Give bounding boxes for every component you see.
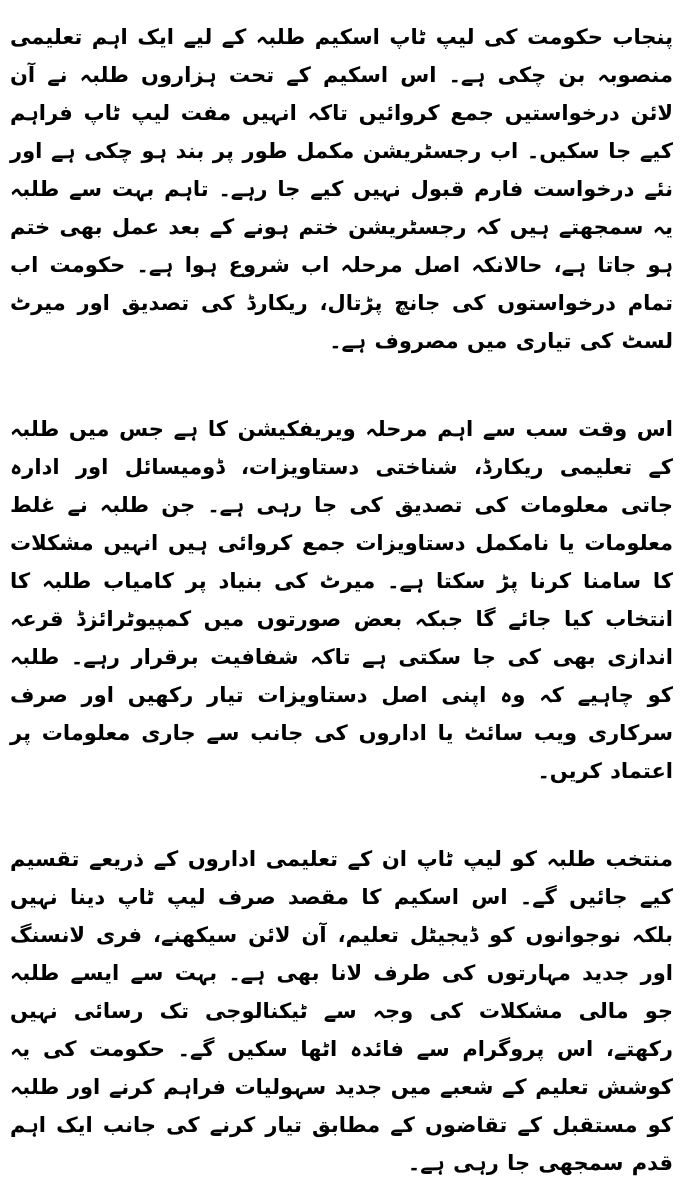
paragraph-1: پنجاب حکومت کی لیپ ٹاپ اسکیم طلبہ کے لیے ایک اہم تعلیمی منصوبہ بن چکی ہے۔ اس اسکیم کے تحت ہزاروں طلبہ نے آن لائن درخواستیں جمع کروائیں تاکہ انہیں مفت لیپ ٹاپ فراہم کیے جا سکیں۔ اب رجسٹریشن مکمل طور پر بند ہو چکی ہے اور نئے درخواست فارم قبول نہیں کیے جا رہے۔ تاہم بہت سے طلبہ یہ سمجھتے ہیں کہ رجسٹریشن ختم ہونے کے بعد عمل بھی ختم ہو جاتا ہے، حالانکہ اصل مرحلہ اب شروع ہوا ہے۔ حکومت اب تمام درخواستوں کی جانچ پڑتال، ریکارڈ کی تصدیق اور میرٹ لسٹ کی تیاری میں مصروف ہے۔ [10, 25, 673, 353]
paragraph-2: اس وقت سب سے اہم مرحلہ ویریفکیشن کا ہے جس میں طلبہ کے تعلیمی ریکارڈ، شناختی دستاویزات، ڈومیسائل اور ادارہ جاتی معلومات کی تصدیق کی جا رہی ہے۔ جن طلبہ نے غلط معلومات یا نامکمل دستاویزات جمع کروائی ہیں انہیں مشکلات کا سامنا کرنا پڑ سکتا ہے۔ میرٹ کی بنیاد پر کامیاب طلبہ کا انتخاب کیا جائے گا جبکہ بعض صورتوں میں کمپیوٹرائزڈ قرعہ اندازی بھی کی جا سکتی ہے تاکہ شفافیت برقرار رہے۔ طلبہ کو چاہیے کہ وہ اپنی اصل دستاویزات تیار رکھیں اور صرف سرکاری ویب سائٹ یا اداروں کی جانب سے جاری معلومات پر اعتماد کریں۔ [10, 417, 673, 783]
paragraph-3: منتخب طلبہ کو لیپ ٹاپ ان کے تعلیمی اداروں کے ذریعے تقسیم کیے جائیں گے۔ اس اسکیم کا مقصد صرف لیپ ٹاپ دینا نہیں بلکہ نوجوانوں کو ڈیجیٹل تعلیم، آن لائن سیکھنے، فری لانسنگ اور جدید مہارتوں کی طرف لانا بھی ہے۔ بہت سے ایسے طلبہ جو مالی مشکلات کی وجہ سے ٹیکنالوجی تک رسائی نہیں رکھتے، اس پروگرام سے فائدہ اٹھا سکیں گے۔ حکومت کی یہ کوشش تعلیم کے شعبے میں جدید سہولیات فراہم کرنے اور طلبہ کو مستقبل کے تقاضوں کے مطابق تیار کرنے کی جانب ایک اہم قدم سمجھی جا رہی ہے۔ [10, 847, 673, 1175]
article-body [10, 18, 673, 1182]
